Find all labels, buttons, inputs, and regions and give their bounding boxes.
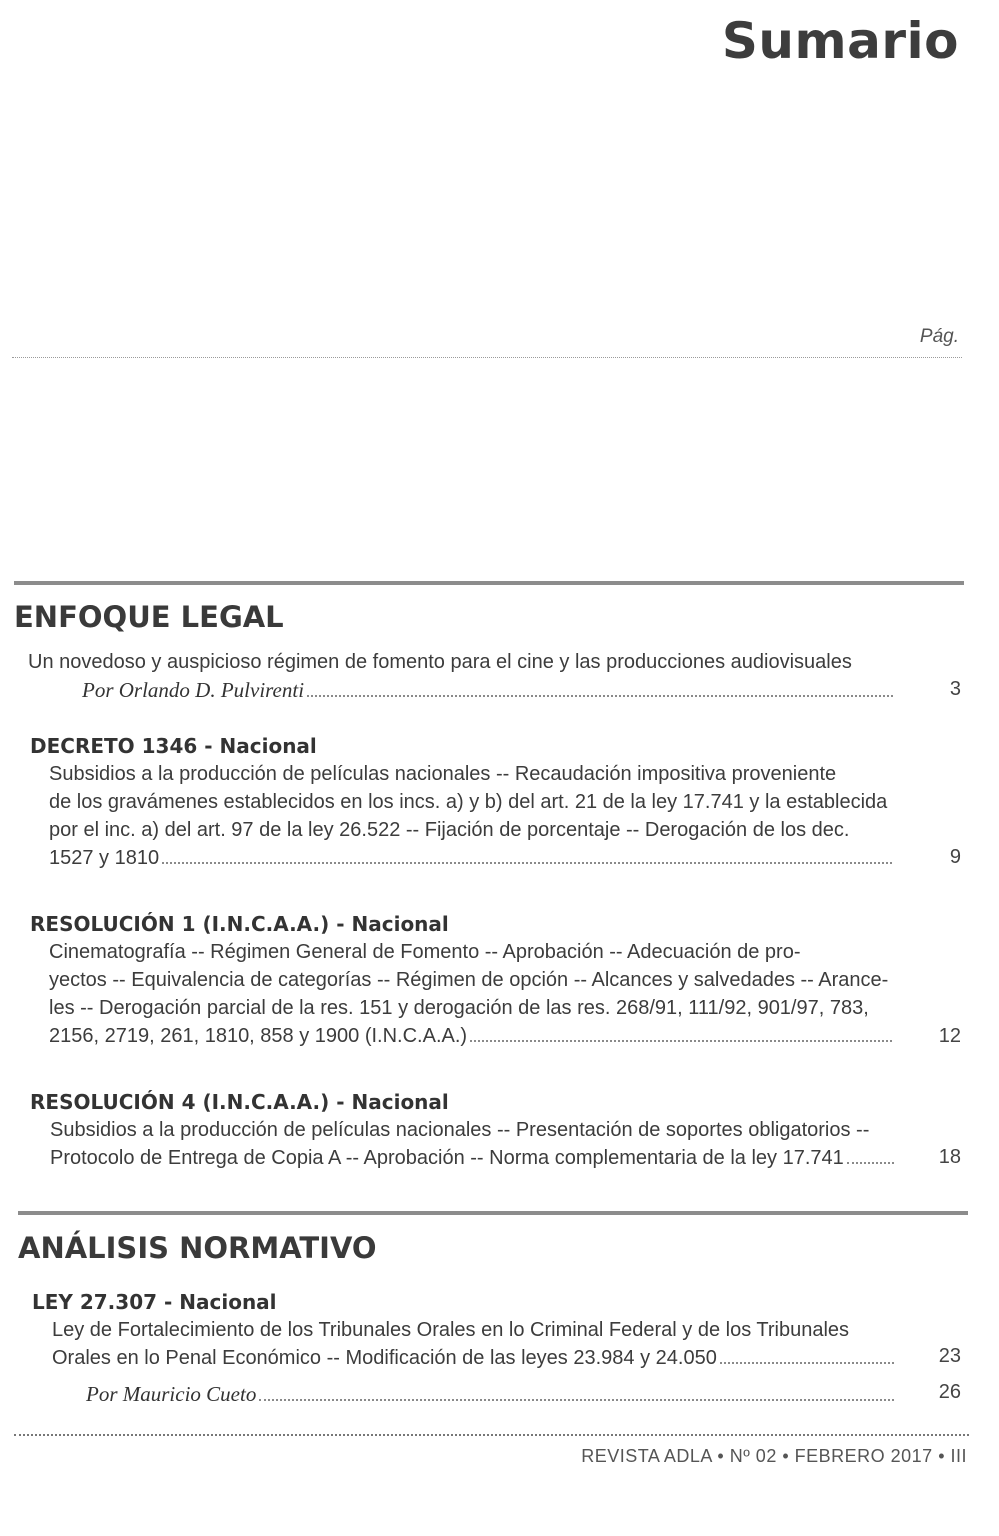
section-divider-analisis-normativo	[18, 1211, 968, 1215]
entry-text-line: Subsidios a la producción de películas nacionales -- Recaudación impositiva proveniente	[49, 763, 837, 785]
toc-entry-enfoque-article[interactable]	[28, 648, 896, 704]
entry-page-number: 18	[938, 1146, 961, 1168]
entry-text-line: de los gravámenes establecidos en los incs. a) y b) del art. 21 de la ley 17.741 y la establecida	[49, 791, 888, 813]
entry-text-line: yectos -- Equivalencia de categorías -- Régimen de opción -- Alcances y salvedades -- Arance-	[49, 969, 889, 991]
entry-leader-line	[52, 1344, 897, 1372]
entry-heading-resolucion-1: RESOLUCIÓN 1 (I.N.C.A.A.) - Nacional	[30, 912, 449, 936]
section-divider-enfoque-legal	[14, 581, 964, 585]
entry-text-line: Subsidios a la producción de películas nacionales -- Presentación de soportes obligatorios --	[50, 1119, 870, 1141]
entry-leader-line	[49, 844, 895, 872]
entry-page-number: 12	[938, 1025, 961, 1047]
entry-heading-resolucion-4: RESOLUCIÓN 4 (I.N.C.A.A.) - Nacional	[30, 1090, 449, 1114]
entry-leader-line	[86, 1380, 897, 1408]
entry-page-number: 3	[949, 678, 961, 700]
page-column-label: Pág.	[919, 326, 959, 347]
entry-page-number: 9	[949, 846, 961, 868]
entry-heading-decreto-1346: DECRETO 1346 - Nacional	[30, 734, 317, 758]
entry-text-line: Cinematografía -- Régimen General de Fomento -- Aprobación -- Adecuación de pro-	[49, 941, 801, 963]
entry-leader-line	[28, 676, 896, 704]
dot-leader	[470, 1040, 892, 1042]
entry-text-line: 1527 y 1810	[49, 847, 160, 869]
dot-leader	[307, 695, 893, 697]
entry-text-line: les -- Derogación parcial de la res. 151 y derogación de las res. 268/91, 111/92, 901/97, 783,	[49, 997, 869, 1019]
entry-text-line: Protocolo de Entrega de Copia A -- Aprobación -- Norma complementaria de la ley 17.741	[50, 1147, 844, 1169]
entry-text-line: por el inc. a) del art. 97 de la ley 26.522 -- Fijación de porcentaje -- Derogación de los dec.	[49, 819, 850, 841]
entry-author: Por Orlando D. Pulvirenti	[82, 678, 305, 702]
toc-entry-ley-27307[interactable]	[52, 1316, 897, 1372]
entry-text-line: Un novedoso y auspicioso régimen de fomento para el cine y las producciones audiovisuales	[28, 651, 852, 673]
toc-entry-decreto-1346[interactable]	[49, 760, 895, 872]
page-title: Sumario	[721, 12, 959, 70]
toc-entry-resolucion-4[interactable]	[50, 1116, 897, 1172]
dot-leader	[162, 862, 892, 864]
footer-divider	[14, 1434, 969, 1436]
entry-page-number: 26	[938, 1381, 961, 1403]
dot-leader	[720, 1362, 894, 1364]
entry-leader-line	[50, 1144, 897, 1172]
toc-entry-resolucion-1[interactable]	[49, 938, 895, 1050]
entry-leader-line	[49, 1022, 895, 1050]
section-title-analisis-normativo: ANÁLISIS NORMATIVO	[18, 1231, 377, 1265]
dot-leader	[847, 1162, 894, 1164]
entry-text-line: Ley de Fortalecimiento de los Tribunales Orales en lo Criminal Federal y de los Tribunales	[52, 1319, 850, 1341]
entry-heading-ley-27307: LEY 27.307 - Nacional	[32, 1290, 277, 1314]
entry-text-line: Orales en lo Penal Económico -- Modificación de las leyes 23.984 y 24.050	[52, 1347, 717, 1369]
entry-author: Por Mauricio Cueto	[86, 1382, 257, 1406]
section-title-enfoque-legal: ENFOQUE LEGAL	[14, 600, 284, 634]
dot-leader	[259, 1399, 894, 1401]
header-divider	[12, 357, 962, 358]
entry-text-line: 2156, 2719, 261, 1810, 858 y 1900 (I.N.C.A.A.)	[49, 1025, 468, 1047]
footer-citation: REVISTA ADLA • Nº 02 • FEBRERO 2017 • III	[581, 1446, 967, 1466]
toc-entry-cueto-commentary[interactable]	[86, 1380, 897, 1408]
entry-page-number: 23	[938, 1345, 961, 1367]
